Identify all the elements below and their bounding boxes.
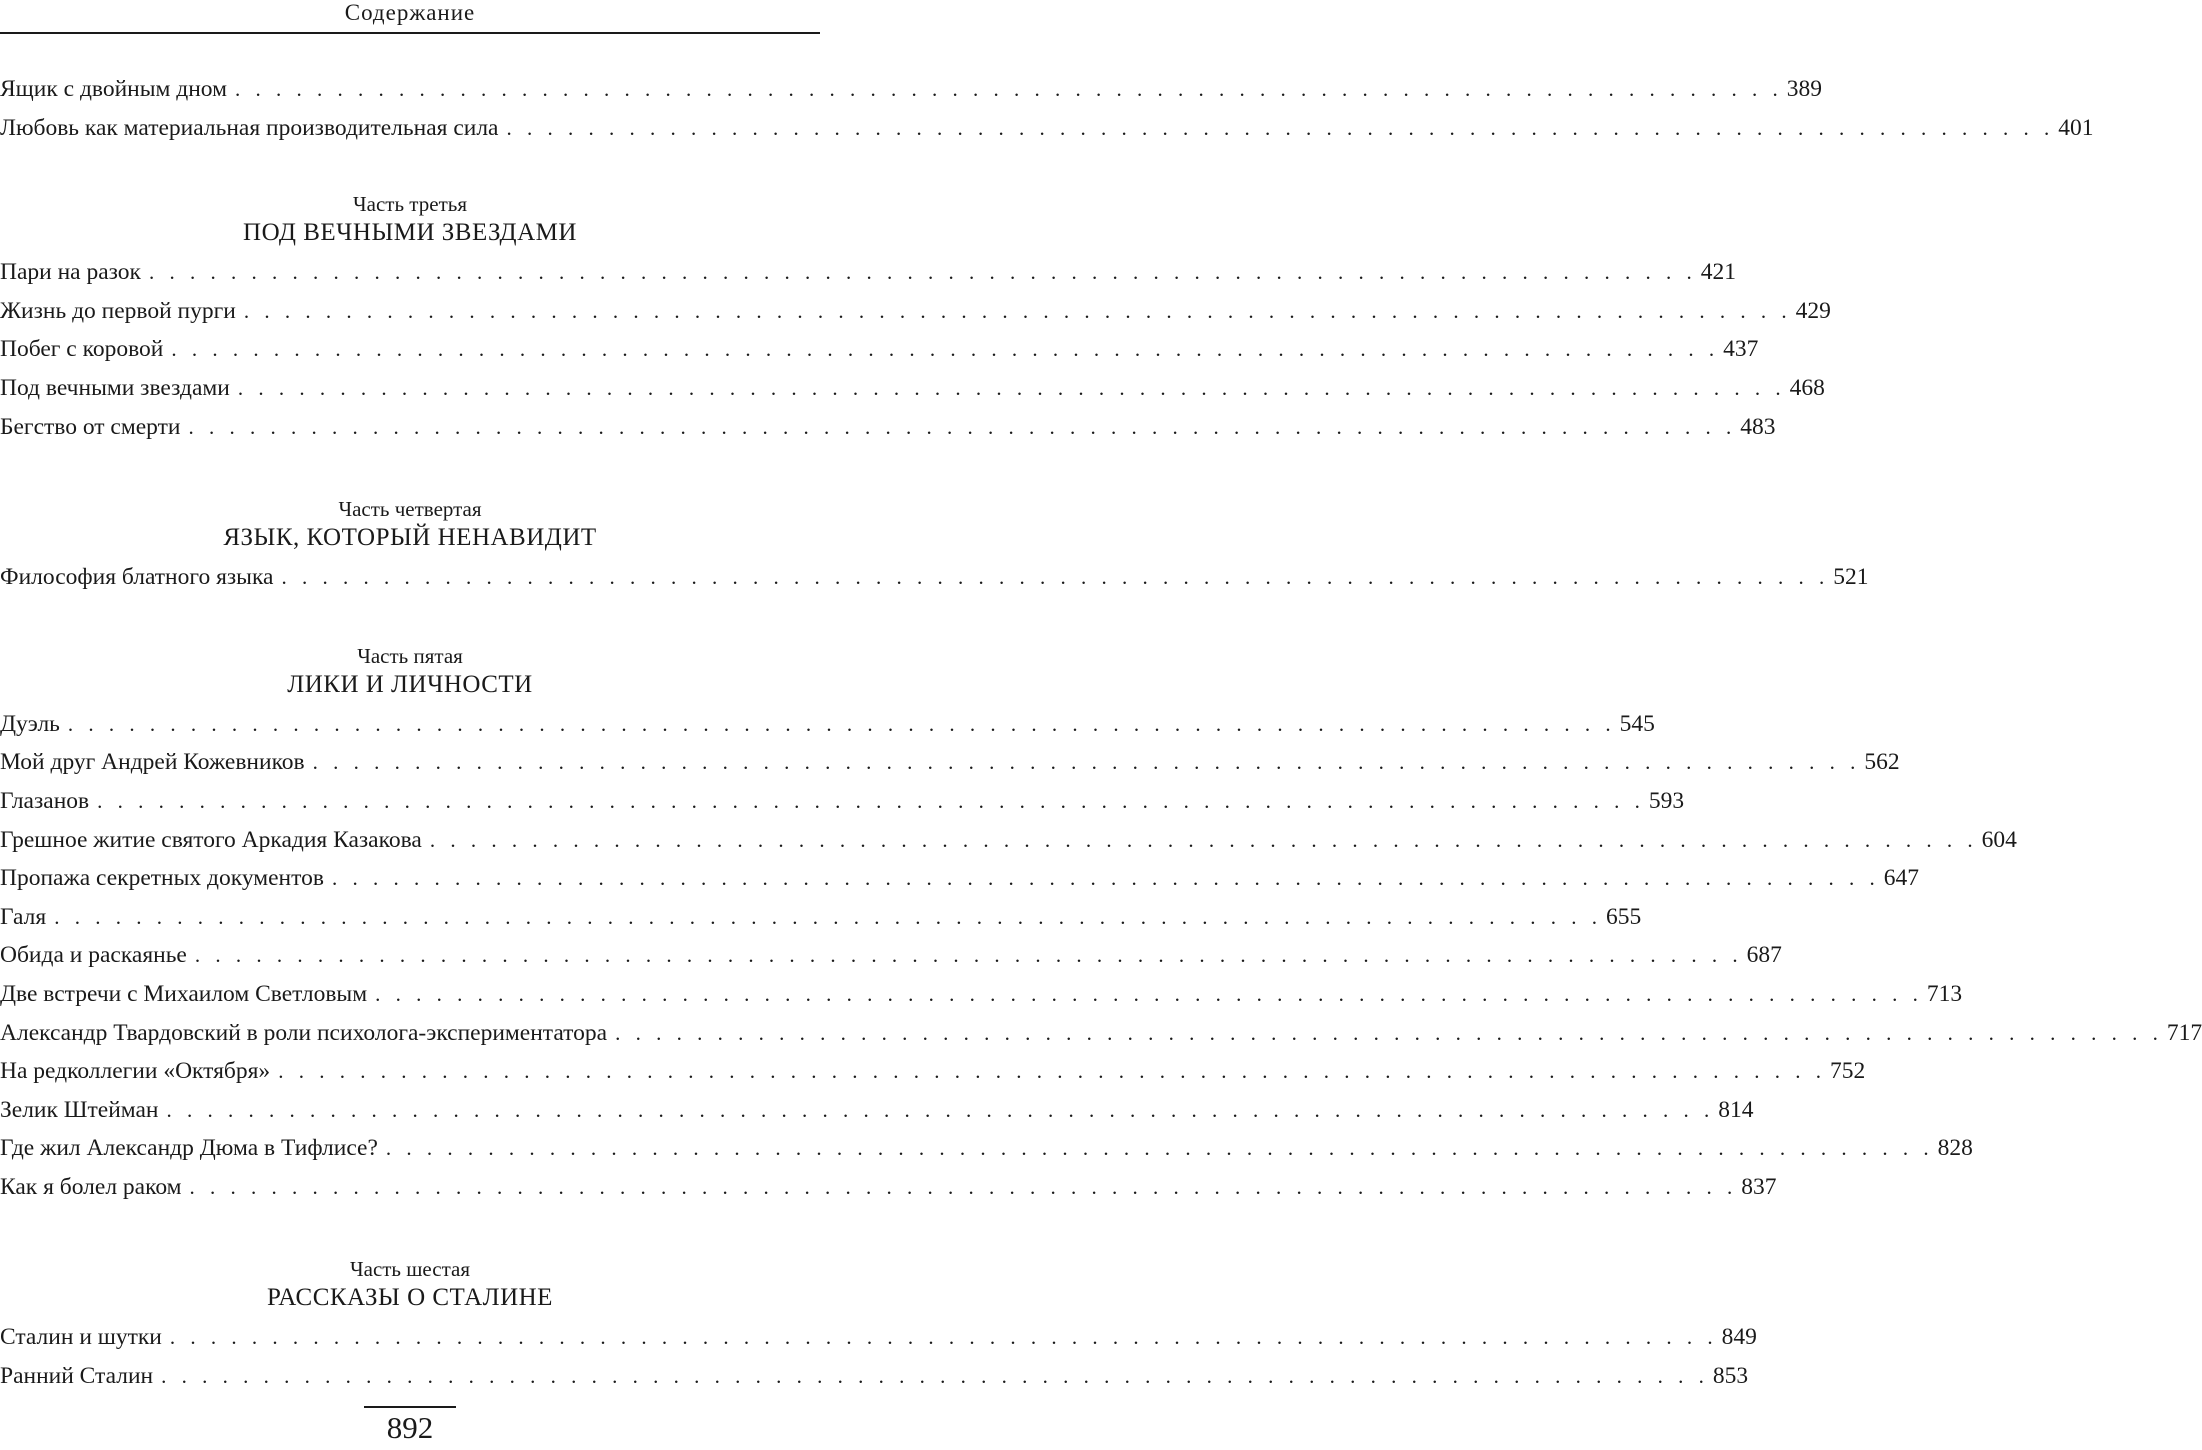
entry-title: Любовь как материальная производительная сила	[0, 114, 499, 141]
entry-page-number: 593	[1648, 787, 1685, 814]
part-title: ПОД ВЕЧНЫМИ ЗВЕЗДАМИ	[243, 219, 577, 247]
toc-entry[interactable]	[0, 369, 1825, 408]
dot-leader: . . . . . . . . . . . . . . . . . . . . . . . . . . . . . . . . . . . . . . . . . . . . . . . . . . . . . . . . . . . . . . . . . . . . . . . . . . . .	[312, 750, 1861, 775]
entry-title: Дуэль	[0, 710, 60, 737]
entry-title: Грешное житие святого Аркадия Казакова	[0, 826, 422, 853]
entry-title: Обида и раскаянье	[0, 942, 187, 969]
part-title: ЛИКИ И ЛИЧНОСТИ	[287, 670, 533, 698]
dot-leader: . . . . . . . . . . . . . . . . . . . . . . . . . . . . . . . . . . . . . . . . . . . . . . . . . . . . . . . . . . . . . . . . . . . . . . . . . . . .	[54, 904, 1602, 929]
dot-leader: . . . . . . . . . . . . . . . . . . . . . . . . . . . . . . . . . . . . . . . . . . . . . . . . . . . . . . . . . . . . . . . . . . . . . . . . . . . .	[375, 981, 1923, 1006]
entry-page-number: 717	[2166, 1019, 2202, 1046]
part-label: Часть третья	[353, 192, 467, 217]
part-heading	[0, 643, 820, 701]
toc-entry[interactable]	[0, 70, 1822, 109]
toc-entry[interactable]	[0, 821, 2017, 860]
entry-page-number: 687	[1746, 942, 1782, 969]
dot-leader: . . . . . . . . . . . . . . . . . . . . . . . . . . . . . . . . . . . . . . . . . . . . . . . . . . . . . . . . . . . . . . . . . . . . . . . . . . . .	[161, 1364, 1709, 1389]
toc-entry[interactable]	[0, 1014, 2202, 1053]
entry-title: На редколлегии «Октября»	[0, 1058, 271, 1085]
dot-leader: . . . . . . . . . . . . . . . . . . . . . . . . . . . . . . . . . . . . . . . . . . . . . . . . . . . . . . . . . . . . . . . . . . . . . . . . . . . .	[385, 1136, 1934, 1161]
entry-page-number: 521	[1833, 564, 1869, 591]
entry-page-number: 545	[1619, 710, 1655, 737]
dot-leader: . . . . . . . . . . . . . . . . . . . . . . . . . . . . . . . . . . . . . . . . . . . . . . . . . . . . . . . . . . . . . . . . . . . . . . . . . . . .	[506, 115, 2055, 140]
part-title: РАССКАЗЫ О СТАЛИНЕ	[267, 1284, 553, 1312]
entry-title: Мой друг Андрей Кожевников	[0, 749, 305, 776]
entry-title: Пропажа секретных документов	[0, 865, 324, 892]
entry-title: Философия блатного языка	[0, 564, 274, 591]
entry-title: Жизнь до первой пурги	[0, 297, 236, 324]
dot-leader: . . . . . . . . . . . . . . . . . . . . . . . . . . . . . . . . . . . . . . . . . . . . . . . . . . . . . . . . . . . . . . . . . . . . . . . . . . . .	[166, 1097, 1715, 1122]
part-label: Часть пятая	[357, 643, 463, 668]
entry-page-number: 437	[1723, 336, 1759, 363]
entry-title: Под вечными звездами	[0, 374, 230, 401]
toc-entry[interactable]	[0, 1129, 1973, 1168]
toc-entry[interactable]	[0, 1052, 1866, 1091]
dot-leader: . . . . . . . . . . . . . . . . . . . . . . . . . . . . . . . . . . . . . . . . . . . . . . . . . . . . . . . . . . . . . . . . . . . . . . . . . . . .	[188, 414, 1737, 439]
entry-title: Пари на разок	[0, 259, 141, 286]
toc-entry[interactable]	[0, 743, 1900, 782]
toc-entry[interactable]	[0, 253, 1736, 292]
entry-page-number: 429	[1795, 297, 1831, 324]
toc-entry[interactable]	[0, 330, 1759, 369]
entry-title: Сталин и шутки	[0, 1324, 162, 1351]
dot-leader: . . . . . . . . . . . . . . . . . . . . . . . . . . . . . . . . . . . . . . . . . . . . . . . . . . . . . . . . . . . . . . . . . . . . . . . . . . . .	[429, 827, 1978, 852]
toc-entry[interactable]	[0, 975, 1963, 1014]
page-number: 892	[386, 1410, 434, 1445]
part-heading	[0, 1256, 820, 1314]
dot-leader: . . . . . . . . . . . . . . . . . . . . . . . . . . . . . . . . . . . . . . . . . . . . . . . . . . . . . . . . . . . . . . . . . . . . . . . . . . . .	[331, 866, 1880, 891]
part-heading	[0, 191, 820, 249]
dot-leader: . . . . . . . . . . . . . . . . . . . . . . . . . . . . . . . . . . . . . . . . . . . . . . . . . . . . . . . . . . . . . . . . . . . . . . . . . . . .	[67, 711, 1616, 736]
toc-entry[interactable]	[0, 705, 1655, 744]
toc-entry[interactable]	[0, 936, 1782, 975]
running-head: Содержание	[0, 0, 820, 34]
entry-page-number: 483	[1740, 413, 1776, 440]
entry-page-number: 421	[1700, 259, 1736, 286]
entry-title: Галя	[0, 903, 47, 930]
dot-leader: . . . . . . . . . . . . . . . . . . . . . . . . . . . . . . . . . . . . . . . . . . . . . . . . . . . . . . . . . . . . . . . . . . . . . . . . . . . .	[171, 337, 1720, 362]
entry-page-number: 713	[1926, 980, 1963, 1007]
part-label: Часть шестая	[349, 1257, 471, 1282]
dot-leader: . . . . . . . . . . . . . . . . . . . . . . . . . . . . . . . . . . . . . . . . . . . . . . . . . . . . . . . . . . . . . . . . . . . . . . . . . . . .	[615, 1020, 2163, 1045]
entry-page-number: 468	[1789, 374, 1825, 401]
dot-leader: . . . . . . . . . . . . . . . . . . . . . . . . . . . . . . . . . . . . . . . . . . . . . . . . . . . . . . . . . . . . . . . . . . . . . . . . . . . .	[194, 943, 1743, 968]
entry-title: Как я болел раком	[0, 1173, 182, 1200]
toc-entry[interactable]	[0, 292, 1831, 331]
entry-page-number: 562	[1864, 749, 1900, 776]
toc-entry[interactable]	[0, 1357, 1749, 1396]
entry-title: Побег с коровой	[0, 336, 164, 363]
toc-entry[interactable]	[0, 109, 2094, 148]
entry-title: Бегство от смерти	[0, 413, 181, 440]
entry-page-number: 604	[1981, 826, 2017, 853]
entry-page-number: 647	[1883, 865, 1919, 892]
part-label: Часть четвертая	[338, 497, 482, 522]
entry-page-number: 849	[1721, 1324, 1757, 1351]
entry-page-number: 828	[1937, 1135, 1973, 1162]
part-heading	[0, 496, 820, 554]
entry-page-number: 814	[1718, 1096, 1754, 1123]
entry-title: Глазанов	[0, 787, 90, 814]
toc-entry[interactable]	[0, 859, 1919, 898]
toc-entry[interactable]	[0, 1091, 1754, 1130]
toc-entry[interactable]	[0, 558, 1869, 597]
dot-leader: . . . . . . . . . . . . . . . . . . . . . . . . . . . . . . . . . . . . . . . . . . . . . . . . . . . . . . . . . . . . . . . . . . . . . . . . . . . .	[97, 788, 1645, 813]
entry-title: Зелик Штейман	[0, 1096, 159, 1123]
toc-entry[interactable]	[0, 1318, 1757, 1357]
entry-title: Ранний Сталин	[0, 1363, 154, 1390]
entry-page-number: 389	[1786, 76, 1822, 102]
entry-title: Александр Твардовский в роли психолога-экспериментатора	[0, 1019, 608, 1046]
table-of-contents	[0, 70, 2202, 1396]
entry-page-number: 853	[1712, 1363, 1749, 1390]
dot-leader: . . . . . . . . . . . . . . . . . . . . . . . . . . . . . . . . . . . . . . . . . . . . . . . . . . . . . . . . . . . . . . . . . . . . . . . . . . . .	[281, 565, 1830, 590]
toc-entry[interactable]	[0, 1168, 1777, 1207]
toc-entry[interactable]	[0, 782, 1685, 821]
dot-leader: . . . . . . . . . . . . . . . . . . . . . . . . . . . . . . . . . . . . . . . . . . . . . . . . . . . . . . . . . . . . . . . . . . . . . . . . . . . .	[243, 298, 1792, 323]
dot-leader: . . . . . . . . . . . . . . . . . . . . . . . . . . . . . . . . . . . . . . . . . . . . . . . . . . . . . . . . . . . . . . . . . . . . . . . . . . . .	[148, 260, 1697, 285]
toc-entry[interactable]	[0, 898, 1642, 937]
entry-title: Ящик с двойным дном	[0, 76, 227, 102]
toc-entry[interactable]	[0, 408, 1776, 447]
entry-page-number: 655	[1605, 903, 1642, 930]
folio-rule	[364, 1406, 456, 1408]
dot-leader: . . . . . . . . . . . . . . . . . . . . . . . . . . . . . . . . . . . . . . . . . . . . . . . . . . . . . . . . . . . . . . . . . . . . . . . . . . . .	[237, 375, 1786, 400]
entry-page-number: 401	[2058, 114, 2094, 141]
entry-title: Где жил Александр Дюма в Тифлисе?	[0, 1135, 378, 1162]
dot-leader: . . . . . . . . . . . . . . . . . . . . . . . . . . . . . . . . . . . . . . . . . . . . . . . . . . . . . . . . . . . . . . . . . . . . . . . . . . . .	[278, 1059, 1826, 1084]
dot-leader: . . . . . . . . . . . . . . . . . . . . . . . . . . . . . . . . . . . . . . . . . . . . . . . . . . . . . . . . . . . . . . . . . . . . . . . . . . . .	[169, 1325, 1718, 1350]
dot-leader: . . . . . . . . . . . . . . . . . . . . . . . . . . . . . . . . . . . . . . . . . . . . . . . . . . . . . . . . . . . . . . . . . . . . . . . . . . . .	[234, 77, 1783, 101]
dot-leader: . . . . . . . . . . . . . . . . . . . . . . . . . . . . . . . . . . . . . . . . . . . . . . . . . . . . . . . . . . . . . . . . . . . . . . . . . . . .	[189, 1174, 1738, 1199]
part-title: ЯЗЫК, КОТОРЫЙ НЕНАВИДИТ	[223, 524, 597, 552]
entry-page-number: 837	[1741, 1173, 1777, 1200]
entry-page-number: 752	[1829, 1058, 1866, 1085]
entry-title: Две встречи с Михаилом Светловым	[0, 980, 368, 1007]
